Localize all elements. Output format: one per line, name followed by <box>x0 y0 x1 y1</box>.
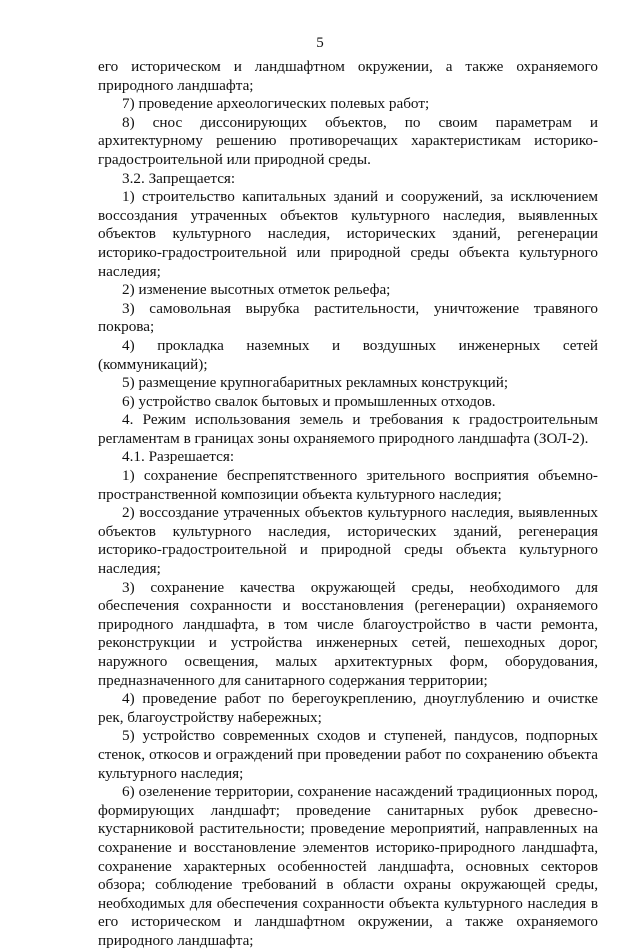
paragraph: 6) озеленение территории, сохранение насаждений традиционных пород, формирующих ландшафт; проведение санитарных рубок древесно-кустарниковой растительности; проведение мероприятий, направленных на сохранение и восстановление элементов историко-природного ландшафта, сохранение характерных особенностей ландшафта, основных секторов обзора; соблюдение требований в области охраны окружающей среды, необходимых для обеспечения сохранности объекта культурного наследия в его историческом и ландшафтном окружении, а также охраняемого природного ландшафта; <box>98 783 598 949</box>
paragraph: 4. Режим использования земель и требования к градостроительным регламентам в границах зоны охраняемого природного ландшафта (ЗОЛ-2). <box>98 411 598 447</box>
paragraph: 1) строительство капитальных зданий и сооружений, за исключением воссоздания утраченных объектов культурного наследия, выявленных объектов культурного наследия, исторических зданий, регенерации историко-градостроительной или природной среды объекта культурного наследия; <box>98 188 598 280</box>
document-body <box>98 58 598 951</box>
paragraph: 6) устройство свалок бытовых и промышленных отходов. <box>122 392 496 410</box>
paragraph: 4) прокладка наземных и воздушных инженерных сетей (коммуникаций); <box>98 336 598 373</box>
paragraph: 4) проведение работ по берегоукреплению, дноуглублению и очистке рек, благоустройству набережных; <box>98 690 598 726</box>
paragraph: 3) сохранение качества окружающей среды, необходимого для обеспечения сохранности и восстановления (регенерации) охраняемого природного ландшафта, в том числе благоустройство в части ремонта, реконструкции и устройства инженерных сетей, пешеходных дорог, наружного освещения, малых архитектурных форм, оборудования, предназначенного для санитарного содержания территории; <box>98 578 598 689</box>
paragraph: 8) снос диссонирующих объектов, по своим параметрам и архитектурному решению противоречащих характеристикам историко-градостроительной или природной среды. <box>98 113 598 168</box>
page-number: 5 <box>316 35 324 51</box>
paragraph: его историческом и ландшафтном окружении, а также охраняемого природного ландшафта; <box>98 58 598 94</box>
paragraph: 2) изменение высотных отметок рельефа; <box>122 281 391 299</box>
paragraph: 1) сохранение беспрепятственного зрительного восприятия объемно-пространственной композиции объекта культурного наследия; <box>98 467 598 503</box>
paragraph: 2) воссоздание утраченных объектов культурного наследия, выявленных объектов культурного наследия, исторических зданий, регенерация историко-градостроительной и природной среды объекта культурного наследия; <box>98 504 598 578</box>
paragraph: 5) размещение крупногабаритных рекламных конструкций; <box>122 374 509 392</box>
paragraph: 7) проведение археологических полевых работ; <box>122 95 430 113</box>
paragraph: 3) самовольная вырубка растительности, уничтожение травяного покрова; <box>98 299 598 336</box>
paragraph: 3.2. Запрещается: <box>122 169 236 187</box>
paragraph: 5) устройство современных сходов и ступеней, пандусов, подпорных стенок, откосов и ограждений при проведении работ по сохранению объекта культурного наследия; <box>98 727 598 782</box>
paragraph: 4.1. Разрешается: <box>122 448 235 466</box>
